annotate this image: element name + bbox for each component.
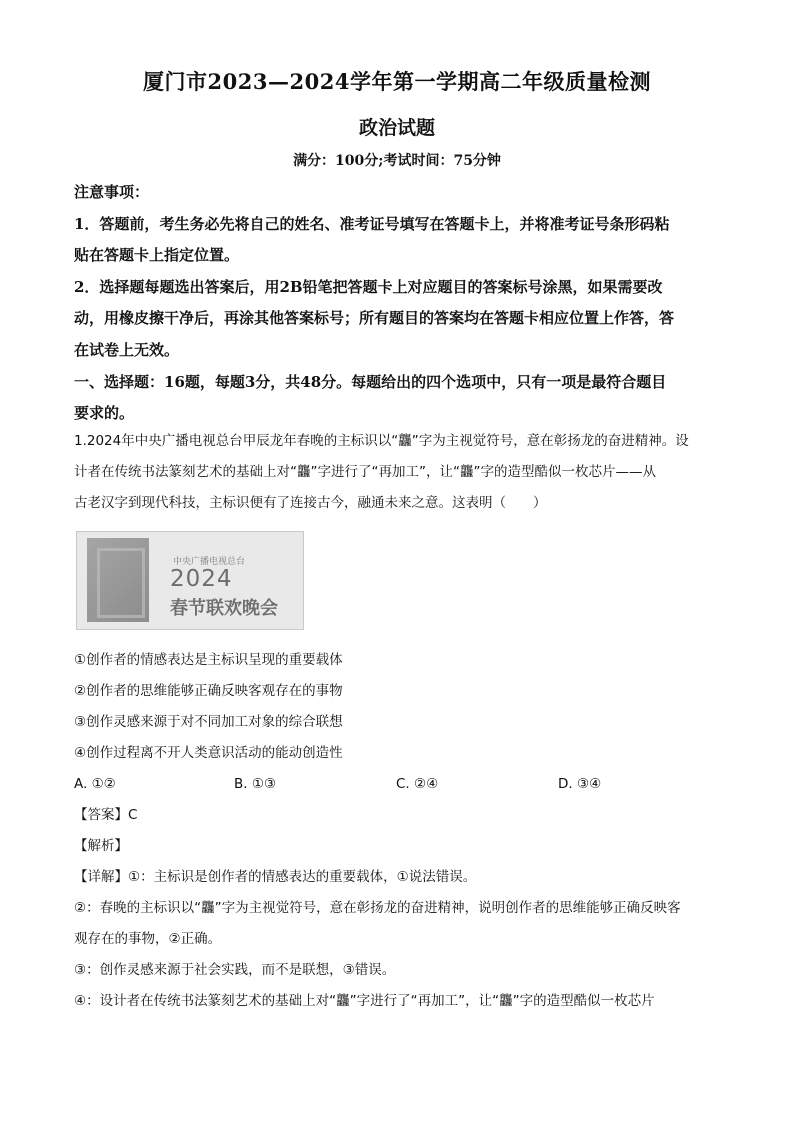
question-1-stem (74, 426, 724, 519)
answer-options (74, 769, 724, 800)
detail-line: 观存在的事物，②正确。 (74, 931, 222, 947)
dragon-glyph-icon (87, 538, 149, 622)
statement-item: ③创作灵感来源于对不同加工对象的综合联想 (74, 714, 343, 730)
section-heading-cont: 要求的。 (74, 404, 135, 423)
question-line: 1.2024年中央广播电视总台甲辰龙年春晚的主标识以“龘”字为主视觉符号，意在彰扬龙的奋进精神。设 (74, 433, 689, 449)
answer-section (74, 800, 724, 1017)
statement-item: ②创作者的思维能够正确反映客观存在的事物 (74, 683, 343, 699)
statements-list (74, 645, 724, 769)
detail-line: 【详解】①：主标识是创作者的情感表达的重要载体，①说法错误。 (74, 869, 477, 885)
question-line: 计者在传统书法篆刻艺术的基础上对“龘”字进行了“再加工”，让“龘”字的造型酷似一枚芯片——从 (74, 464, 656, 480)
exam-subject: 政治试题 (358, 117, 435, 139)
detail-line: ③：创作灵感来源于社会实践，而不是联想，③错误。 (74, 962, 396, 978)
notes-section (74, 177, 724, 430)
logo-year-text: 2024 (170, 566, 233, 592)
note-item-1-cont: 贴在答题卡上指定位置。 (74, 246, 240, 265)
statement-item: ④创作过程离不开人类意识活动的能动创造性 (74, 745, 343, 761)
exam-meta: 满分：100分;考试时间：75分钟 (293, 153, 501, 169)
note-item-1: 1．答题前，考生务必先将自己的姓名、准考证号填写在答题卡上，并将准考证号条形码粘 (74, 214, 670, 233)
answer-line: 【答案】C (74, 807, 138, 823)
detail-line: ②：春晚的主标识以“龘”字为主视觉符号，意在彰扬龙的奋进精神，说明创作者的思维能够正确反映客 (74, 900, 681, 916)
note-item-2-cont2: 在试卷上无效。 (74, 340, 180, 359)
option-d: D. ③④ (558, 776, 602, 792)
option-b: B. ①③ (234, 776, 277, 792)
logo-org-text: 中央广播电视总台 (173, 557, 246, 567)
exam-title: 厦门市2023—2024学年第一学期高二年级质量检测 (143, 69, 651, 94)
statement-item: ①创作者的情感表达是主标识呈现的重要载体 (74, 652, 343, 668)
logo-event-text: 春节联欢晚会 (170, 598, 278, 619)
analysis-label: 【解析】 (74, 838, 128, 854)
option-a: A. ①② (74, 776, 116, 792)
note-item-2-cont: 动，用橡皮擦干净后，再涂其他答案标号；所有题目的答案均在答题卡相应位置上作答，答 (74, 309, 675, 328)
note-item-2: 2．选择题每题选出答案后，用2B铅笔把答题卡上对应题目的答案标号涂黑，如果需要改 (74, 277, 663, 296)
detail-line: ④：设计者在传统书法篆刻艺术的基础上对“龘”字进行了“再加工”，让“龘”字的造型酷似一枚芯片 (74, 993, 655, 1009)
option-c: C. ②④ (396, 776, 439, 792)
gala-logo-image (76, 531, 304, 630)
section-heading: 一、选择题：16题，每题3分，共48分。每题给出的四个选项中，只有一项是最符合题目 (74, 372, 667, 391)
notes-heading: 注意事项： (74, 183, 150, 201)
question-line: 古老汉字到现代科技，主标识便有了连接古今，融通未来之意。这表明（ ） (74, 495, 547, 511)
